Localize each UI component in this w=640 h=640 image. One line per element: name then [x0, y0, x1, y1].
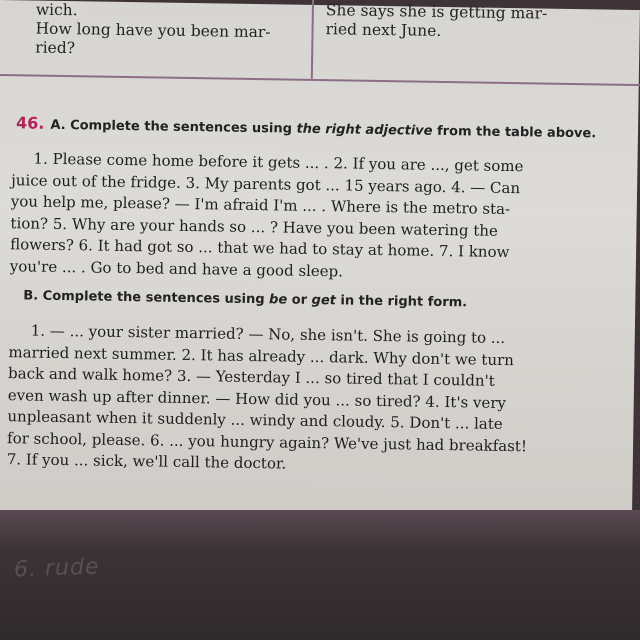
text-line: tion? 5. Why are your hands so ... ? Have you been watering the: [10, 213, 499, 240]
table-right-line: She says she is getting mar-: [325, 1, 548, 23]
heading-b-text: B. Complete the sentences using: [23, 288, 270, 308]
table-left-line: How long have you been mar-: [35, 19, 271, 42]
exercise-b-text: [7, 320, 621, 480]
text-line: 7. If you ... sick, we'll call the doctor.: [6, 450, 287, 473]
heading-b-be: be: [268, 292, 288, 308]
table-left-line: wich.: [35, 0, 78, 20]
text-line: for school, please. 6. ... you hungry again? We've just had breakfast!: [6, 428, 528, 455]
exercise-heading-b: [23, 288, 467, 310]
heading-b-or: or: [287, 292, 312, 308]
text-line: back and walk home? 3. — Yesterday I ... so tired that I couldn't: [7, 364, 495, 390]
text-line: you're ... . Go to bed and have a good sleep.: [9, 256, 344, 280]
table-left-line: ried?: [35, 38, 76, 58]
table-cell-left: [35, 1, 306, 62]
exercise-a-text: [10, 148, 624, 287]
text-line: unpleasant when it suddenly ... windy and cloudy. 5. Don't ... late: [7, 407, 503, 433]
exercise-heading-a: [16, 114, 626, 144]
text-line: 1. Please come home before it gets ... . 2. If you are ..., get some: [33, 149, 524, 176]
text-line: flowers? 6. It had got so ... that we had to stay at home. 7. I know: [10, 235, 510, 262]
text-line: you help me, please? — I'm afraid I'm ... . Where is the metro sta-: [10, 192, 511, 219]
table-cell-right: [325, 1, 626, 44]
heading-a-end: from the table above.: [432, 123, 597, 142]
exercise-number: 46.: [15, 113, 45, 133]
table-right-line: ried next June.: [325, 20, 442, 40]
text-line: juice out of the fridge. 3. My parents got ... 15 years ago. 4. — Can: [11, 170, 521, 197]
heading-b-end: in the right form.: [335, 293, 468, 311]
text-line: married next summer. 2. It has already ... dark. Why don't we turn: [8, 342, 515, 369]
text-line: 1. — ... your sister married? — No, she isn't. She is going to ...: [30, 321, 506, 347]
heading-a-emphasis: the right adjective: [296, 121, 433, 139]
text-line: even wash up after dinner. — How did you ... so tired? 4. It's very: [7, 385, 507, 412]
heading-a-text: A. Complete the sentences using: [50, 117, 297, 137]
table-divider: [311, 0, 314, 79]
example-table: [0, 0, 640, 86]
handwritten-note: 6. rude: [13, 554, 100, 583]
heading-b-get: get: [311, 292, 337, 309]
